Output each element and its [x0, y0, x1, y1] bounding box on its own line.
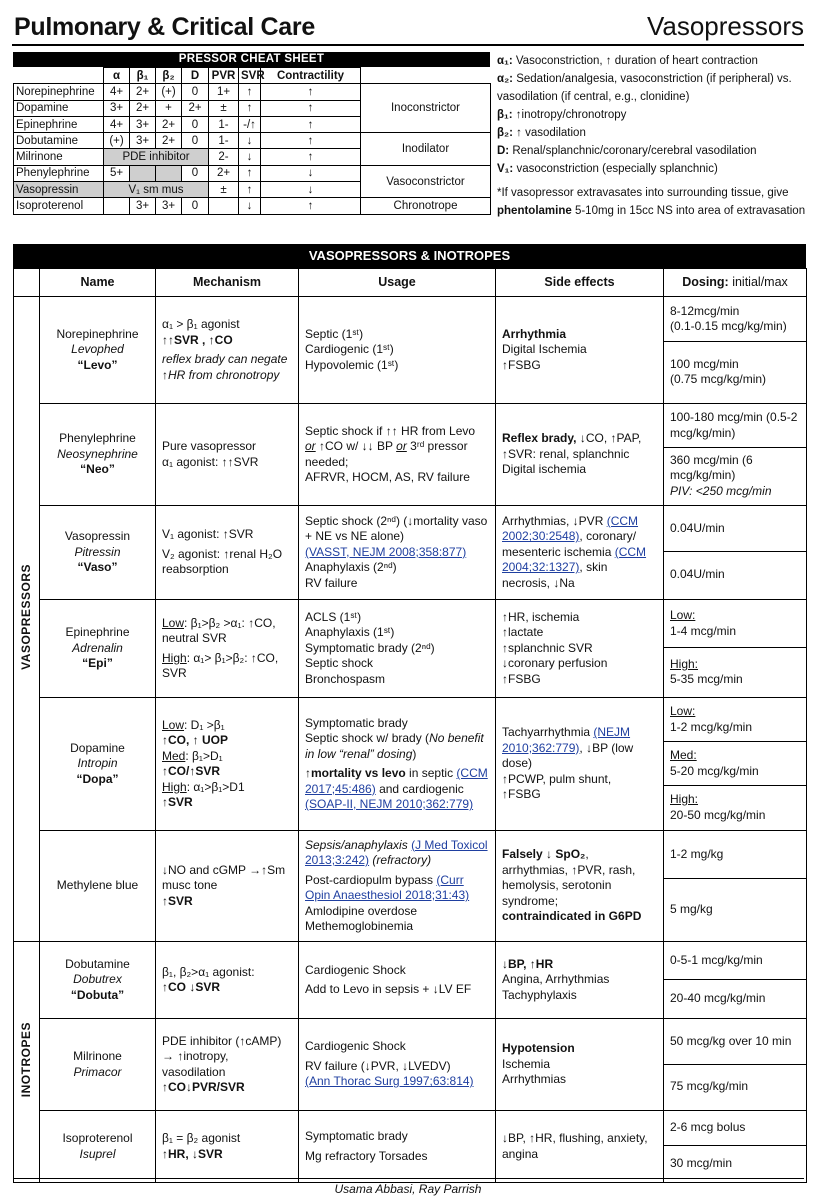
- usage: Sepsis/anaphylaxis (J Med Toxicol 2013;3:242) (refractory) Post-cardiopulm bypass (Curr Opin Anaesthesiol 2018;31:43) Amlodipine overdose Methemoglobinemia: [299, 831, 496, 942]
- vasopressors-inotropes-table: [13, 244, 806, 1183]
- citation-link[interactable]: (CCM 2004;32:1327): [502, 544, 647, 575]
- col-svr: SVR: [239, 68, 261, 84]
- drug-row-vasopressin: [14, 506, 807, 600]
- cheat-row: Dobutamine (+) 3+ 2+ 0 1- ↓ ↑ Inodilator: [14, 133, 491, 149]
- drug-row-methylene-blue: [14, 831, 807, 942]
- drug-name: Milrinone Primacor: [40, 1019, 156, 1111]
- usage: Cardiogenic Shock RV failure (↓PVR, ↓LVEDV) (Ann Thorac Surg 1997;63:814): [299, 1019, 496, 1111]
- dosing: 50 mcg/kg over 10 min 75 mcg/kg/min: [664, 1019, 807, 1111]
- cheat-row: Isoproterenol 3+ 3+ 0 ↓ ↑ Chronotrope: [14, 198, 491, 214]
- drug-row-isoproterenol: [14, 1111, 807, 1183]
- usage: Septic shock (2ⁿᵈ) (↓mortality vaso + NE vs NE alone) (VASST, NEJM 2008;358:877) Anaphylaxis (2ⁿᵈ) RV failure: [299, 506, 496, 600]
- main-header-row: [14, 269, 807, 297]
- dosing: 1-2 mg/kg 5 mg/kg: [664, 831, 807, 942]
- footer-authors: Usama Abbasi, Ray Parrish: [334, 1182, 482, 1196]
- cheat-sheet-table: [13, 67, 491, 215]
- side-effects: ↓BP, ↑HR, flushing, anxiety, angina: [496, 1111, 664, 1183]
- note-alpha1: α₁: Vasoconstriction, ↑ duration of heart contraction: [497, 55, 758, 67]
- col-alpha: α: [104, 68, 130, 84]
- mechanism: Pure vasopressor α₁ agonist: ↑↑SVR: [156, 404, 299, 506]
- side-effects: ↑HR, ischemia ↑lactate ↑splanchnic SVR ↓coronary perfusion ↑FSBG: [496, 600, 664, 698]
- page-title: Pulmonary & Critical Care: [14, 13, 315, 41]
- dosing: 100-180 mcg/min (0.5-2 mcg/kg/min) 360 mcg/min (6 mcg/kg/min) PIV: <250 mcg/min: [664, 404, 807, 506]
- drug-row-phenylephrine: [14, 404, 807, 506]
- category-vasoconstrictor: Vasoconstrictor: [361, 165, 491, 198]
- citation-link[interactable]: (Curr Opin Anaesthesiol 2018;31:43): [305, 872, 470, 902]
- drug-name: Methylene blue: [40, 831, 156, 942]
- citation-link[interactable]: (CCM 2017;45:486): [305, 766, 488, 796]
- footer-rule: [13, 1178, 804, 1179]
- side-effects: Arrhythmia Digital Ischemia ↑FSBG: [496, 297, 664, 404]
- side-effects: ↓BP, ↑HR Angina, Arrhythmias Tachyphylaxis: [496, 942, 664, 1019]
- col-beta1: β₁: [130, 68, 156, 84]
- mechanism: β₁, β₂>α₁ agonist: ↑CO ↓SVR: [156, 942, 299, 1019]
- cheat-sheet-title: PRESSOR CHEAT SHEET: [13, 52, 490, 67]
- col-usage: Usage: [299, 269, 496, 297]
- citation-link[interactable]: (NEJM 2010;362:779): [502, 725, 631, 755]
- citation-link[interactable]: (Ann Thorac Surg 1997;63:814): [305, 1074, 474, 1089]
- drug-row-dopamine: [14, 698, 807, 831]
- dosing: 0.04U/min 0.04U/min: [664, 506, 807, 600]
- usage: Septic shock if ↑↑ HR from Levo or ↑CO w/ ↓↓ BP or 3ʳᵈ pressor needed; AFRVR, HOCM, AS, RV failure: [299, 404, 496, 506]
- drug-name: Phenylephrine Neosynephrine “Neo”: [40, 404, 156, 506]
- citation-link[interactable]: (SOAP-II, NEJM 2010;362:779): [305, 797, 474, 811]
- category-inoconstrictor: Inoconstrictor: [361, 84, 491, 133]
- cheat-row: Milrinone PDE inhibitor 2- ↓ ↑: [14, 149, 491, 165]
- dosing: Low: 1-4 mcg/min High: 5-35 mcg/min: [664, 600, 807, 698]
- drug-row-milrinone: [14, 1019, 807, 1111]
- col-pvr: PVR: [209, 68, 239, 84]
- category-chronotrope: Chronotrope: [361, 198, 491, 214]
- group-inotropes: INOTROPES: [14, 942, 40, 1183]
- side-effects: Falsely ↓ SpO₂, arrhythmias, ↑PVR, rash, hemolysis, serotonin syndrome; contraindicated in G6PD: [496, 831, 664, 942]
- mechanism: Low: β₁>β₂ >α₁: ↑CO, neutral SVR High: α₁> β₁>β₂: ↑CO, SVR: [156, 600, 299, 698]
- col-d: D: [182, 68, 209, 84]
- drug-name: Epinephrine Adrenalin “Epi”: [40, 600, 156, 698]
- note-alpha2: α₂: Sedation/analgesia, vasoconstriction (if peripheral) vs. vasodilation (if central, e.g., clonidine): [497, 73, 792, 103]
- col-mechanism: Mechanism: [156, 269, 299, 297]
- col-name: Name: [40, 269, 156, 297]
- cheat-row: Norepinephrine 4+ 2+ (+) 0 1+ ↑ ↑ Inoconstrictor: [14, 84, 491, 100]
- drug-row-norepinephrine: [14, 297, 807, 404]
- page-subtitle: Vasopressors: [646, 11, 804, 41]
- cheat-header-row: [14, 68, 491, 84]
- usage: Symptomatic brady Mg refractory Torsades: [299, 1111, 496, 1183]
- note-extravasation: *If vasopressor extravasates into surrounding tissue, give phentolamine 5-10mg in 15cc NS into area of extravasation: [497, 187, 806, 217]
- cheat-row: Vasopressin V₁ sm mus ± ↑ ↓: [14, 182, 491, 198]
- mechanism: ↓NO and cGMP →↑Sm musc tone ↑SVR: [156, 831, 299, 942]
- citation-link[interactable]: (CCM 2002;30:2548): [502, 513, 639, 544]
- side-effects: Tachyarrhythmia (NEJM 2010;362:779), ↓BP (low dose) ↑PCWP, pulm shunt, ↑FSBG: [496, 698, 664, 831]
- citation-link[interactable]: (J Med Toxicol 2013;3:242): [305, 837, 488, 867]
- drug-name: Vasopressin Pitressin “Vaso”: [40, 506, 156, 600]
- col-beta2: β₂: [156, 68, 182, 84]
- page-header: [14, 6, 804, 42]
- side-effects: Reflex brady, ↓CO, ↑PAP, ↑SVR: renal, splanchnic Digital ischemia: [496, 404, 664, 506]
- dosing: 0-5-1 mcg/kg/min 20-40 mcg/kg/min: [664, 942, 807, 1019]
- mechanism: PDE inhibitor (↑cAMP) → ↑inotropy, vasodilation ↑CO↓PVR/SVR: [156, 1019, 299, 1111]
- note-dopamine-receptor: D: Renal/splanchnic/coronary/cerebral vasodilation: [497, 145, 757, 157]
- side-effects: Hypotension Ischemia Arrhythmias: [496, 1019, 664, 1111]
- header-rule: [12, 44, 804, 46]
- dosing: 2-6 mcg bolus 30 mcg/min: [664, 1111, 807, 1183]
- receptor-notes: [497, 52, 807, 220]
- group-vasopressors: VASOPRESSORS: [14, 297, 40, 942]
- mechanism: V₁ agonist: ↑SVR V₂ agonist: ↑renal H₂O reabsorption: [156, 506, 299, 600]
- note-v1: V₁: vasoconstriction (especially splanchnic): [497, 163, 718, 175]
- mechanism: α₁ > β₁ agonist ↑↑SVR , ↑CO reflex brady can negate ↑HR from chronotropy: [156, 297, 299, 404]
- col-contractility: Contractility: [261, 68, 361, 84]
- usage: ACLS (1ˢᵗ) Anaphylaxis (1ˢᵗ) Symptomatic brady (2ⁿᵈ) Septic shock Bronchospasm: [299, 600, 496, 698]
- mechanism: β₁ = β₂ agonist ↑HR, ↓SVR: [156, 1111, 299, 1183]
- mechanism: Low: D₁ >β₁ ↑CO, ↑ UOP Med: β₁>D₁ ↑CO/↑SVR High: α₁>β₁>D1 ↑SVR: [156, 698, 299, 831]
- drug-name: Dopamine Intropin “Dopa”: [40, 698, 156, 831]
- drug-name: Dobutamine Dobutrex “Dobuta”: [40, 942, 156, 1019]
- drug-row-dobutamine: [14, 942, 807, 1019]
- note-beta2: β₂: ↑ vasodilation: [497, 127, 586, 139]
- col-dosing: Dosing: initial/max: [664, 269, 807, 297]
- usage: Symptomatic brady Septic shock w/ brady (No benefit in low “renal” dosing) ↑mortality vs levo in septic (CCM 2017;45:486) and cardiogenic (SOAP-II, NEJM 2010;362:779): [299, 698, 496, 831]
- col-side-effects: Side effects: [496, 269, 664, 297]
- dosing: 8-12mcg/min (0.1-0.15 mcg/kg/min) 100 mcg/min (0.75 mcg/kg/min): [664, 297, 807, 404]
- usage: Cardiogenic Shock Add to Levo in sepsis + ↓LV EF: [299, 942, 496, 1019]
- pressor-cheat-sheet: [13, 52, 490, 215]
- usage: Septic (1ˢᵗ) Cardiogenic (1ˢᵗ) Hypovolemic (1ˢᵗ): [299, 297, 496, 404]
- note-beta1: β₁: ↑inotropy/chronotropy: [497, 109, 627, 121]
- citation-link[interactable]: (VASST, NEJM 2008;358:877): [305, 544, 467, 559]
- drug-name: Norepinephrine Levophed “Levo”: [40, 297, 156, 404]
- cheat-row: Phenylephrine 5+ 0 2+ ↑ ↓ Vasoconstrictor: [14, 165, 491, 181]
- main-table-title: VASOPRESSORS & INOTROPES: [13, 244, 806, 268]
- cheat-row: Epinephrine 4+ 3+ 2+ 0 1- -/↑ ↑: [14, 116, 491, 132]
- cheat-row: Dopamine 3+ 2+ + 2+ ± ↑ ↑: [14, 100, 491, 116]
- side-effects: Arrhythmias, ↓PVR (CCM 2002;30:2548), coronary/ mesenteric ischemia (CCM 2004;32:1327), skin necrosis, ↓Na: [496, 506, 664, 600]
- drug-name: Isoproterenol Isuprel: [40, 1111, 156, 1183]
- category-inodilator: Inodilator: [361, 133, 491, 166]
- drug-row-epinephrine: [14, 600, 807, 698]
- dosing: Low: 1-2 mcg/kg/min Med: 5-20 mcg/kg/min High: 20-50 mcg/kg/min: [664, 698, 807, 831]
